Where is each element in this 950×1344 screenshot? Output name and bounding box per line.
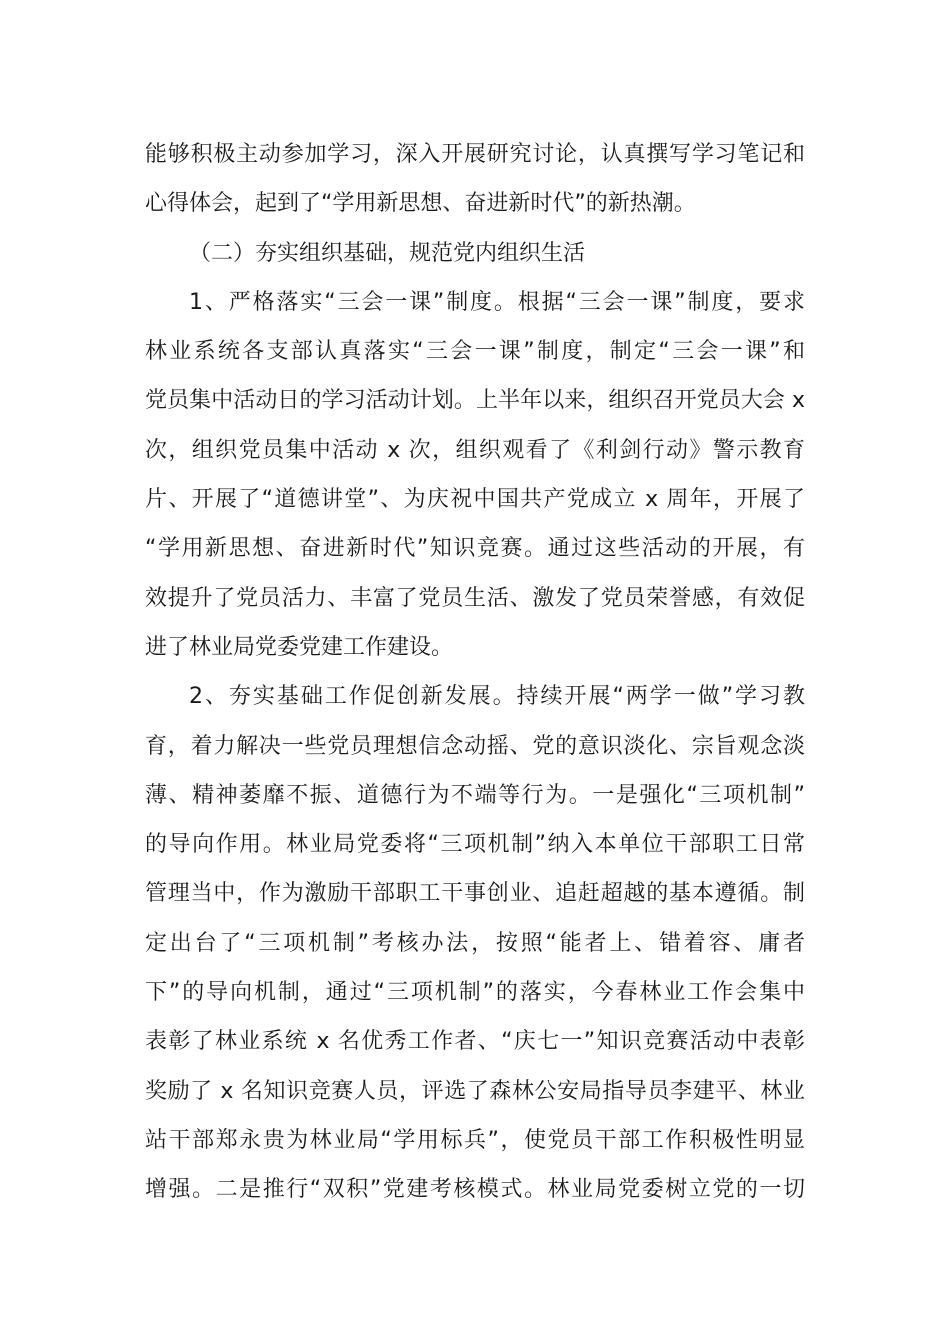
section-heading: [145, 229, 805, 278]
heading-text: （二）夯实组织基础，规范党内组织生活: [189, 240, 586, 266]
paragraph-item-1: [145, 278, 805, 672]
text-line: 党员集中活动日的学习活动计划。上半年以来，组织召开党员大会 x: [145, 388, 805, 414]
text-line: 育，着力解决一些党员理想信念动摇、党的意识淡化、宗旨观念淡: [145, 733, 805, 759]
text-line: 1、严格落实“三会一课”制度。根据“三会一课”制度，要求: [189, 289, 805, 315]
text-line: 2、夯实基础工作促创新发展。持续开展“两学一做”学习教: [189, 684, 805, 710]
text-line: 进了林业局党委党建工作建设。: [145, 634, 454, 660]
text-line: 效提升了党员活力、丰富了党员生活、激发了党员荣誉感，有效促: [145, 585, 805, 611]
text-line: 下”的导向机制，通过“三项机制”的落实，今春林业工作会集中: [145, 980, 805, 1006]
text-line: 能够积极主动参加学习，深入开展研究讨论，认真撰写学习笔记和: [145, 142, 805, 167]
text-line: 心得体会，起到了“学用新思想、奋进新时代”的新热潮。: [145, 191, 696, 217]
paragraph-continuation: [145, 130, 805, 229]
text-line: 薄、精神萎靡不振、道德行为不端等行为。一是强化“三项机制”: [145, 782, 805, 808]
text-line: 站干部郑永贵为林业局“学用标兵”，使党员干部工作积极性明显: [145, 1127, 805, 1153]
text-line: 增强。二是推行“双积”党建考核模式。林业局党委树立党的一切: [145, 1177, 805, 1203]
text-line: “学用新思想、奋进新时代”知识竞赛。通过这些活动的开展，有: [145, 536, 805, 562]
paragraph-item-2: [145, 672, 805, 1214]
text-line: 次，组织党员集中活动 x 次，组织观看了《利剑行动》警示教育: [145, 437, 805, 463]
text-line: 的导向作用。林业局党委将“三项机制”纳入本单位干部职工日常: [145, 832, 805, 858]
text-line: 表彰了林业系统 x 名优秀工作者、“庆七一”知识竞赛活动中表彰: [145, 1029, 805, 1055]
text-line: 林业系统各支部认真落实“三会一课”制度，制定“三会一课”和: [145, 339, 805, 365]
text-line: 定出台了“三项机制”考核办法，按照“能者上、错着容、庸者: [145, 930, 805, 956]
document-body: [145, 130, 805, 1215]
text-line: 片、开展了“道德讲堂”、为庆祝中国共产党成立 x 周年，开展了: [145, 487, 805, 513]
text-line: 奖励了 x 名知识竞赛人员，评选了森林公安局指导员李建平、林业: [145, 1078, 805, 1104]
text-line: 管理当中，作为激励干部职工干事创业、追赶超越的基本遵循。制: [145, 881, 805, 907]
